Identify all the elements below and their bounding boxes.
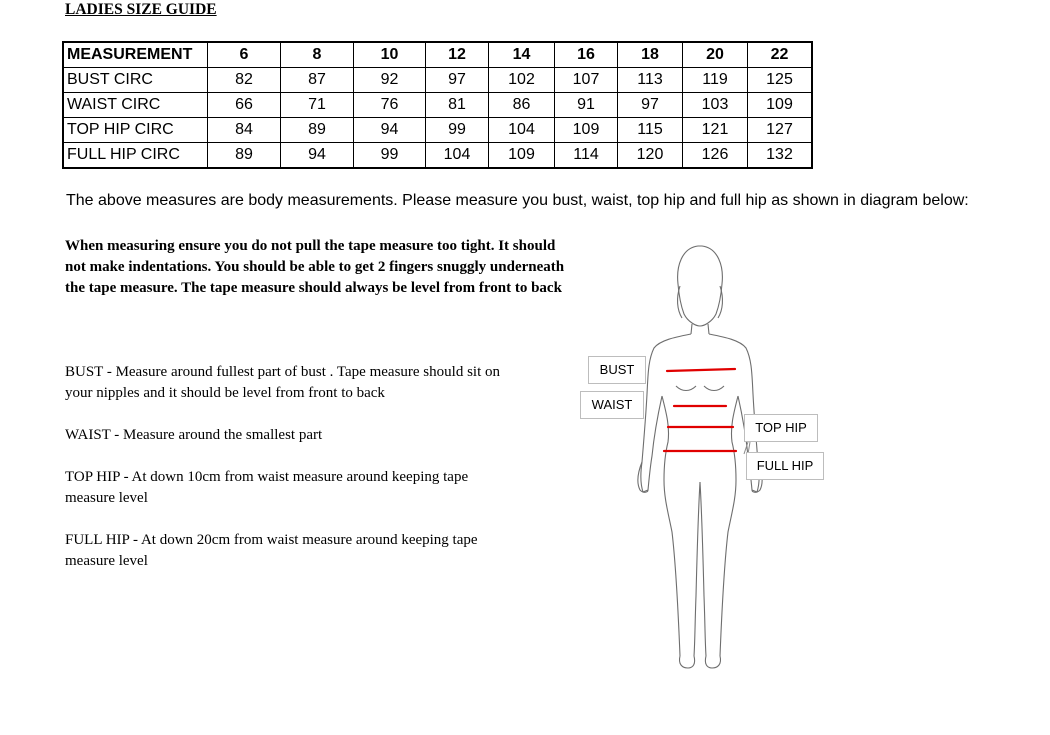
header-cell: 10	[354, 42, 426, 68]
header-cell: 8	[281, 42, 354, 68]
page-title: LADIES SIZE GUIDE	[65, 1, 217, 18]
table-cell: 81	[426, 93, 489, 118]
table-cell: 103	[683, 93, 748, 118]
step-bust: BUST - Measure around fullest part of bust . Tape measure should sit on your nipples and it should be level from front to back	[65, 364, 500, 401]
table-cell: 126	[683, 143, 748, 169]
table-row	[63, 93, 812, 118]
full-hip-label: FULL HIP	[746, 452, 824, 480]
step-full-hip: FULL HIP - At down 20cm from waist measure around keeping tape measure level	[65, 532, 478, 569]
row-label: WAIST CIRC	[63, 93, 208, 118]
table-cell: 99	[426, 118, 489, 143]
table-cell: 107	[555, 68, 618, 93]
top-hip-label: TOP HIP	[744, 414, 818, 442]
table-cell: 99	[354, 143, 426, 169]
table-cell: 114	[555, 143, 618, 169]
header-cell: 18	[618, 42, 683, 68]
table-cell: 119	[683, 68, 748, 93]
row-label: TOP HIP CIRC	[63, 118, 208, 143]
body-measurement-note: The above measures are body measurements. Please measure you bust, waist, top hip and full hip as shown in diagram below:	[66, 192, 969, 209]
header-cell: 12	[426, 42, 489, 68]
step-top-hip: TOP HIP - At down 10cm from waist measure around keeping tape measure level	[65, 469, 469, 506]
table-cell: 97	[618, 93, 683, 118]
bust-label: BUST	[588, 356, 646, 384]
waist-label: WAIST	[580, 391, 644, 419]
size-table	[62, 41, 813, 169]
body-diagram	[578, 236, 838, 676]
header-cell: MEASUREMENT	[63, 42, 208, 68]
table-cell: 87	[281, 68, 354, 93]
tape-tip-paragraph: When measuring ensure you do not pull the tape measure too tight. It should not make indentations. You should be able to get 2 fingers snuggly underneath the tape measure. The tape measure should always be level from front to back	[65, 238, 565, 296]
table-row	[63, 68, 812, 93]
table-cell: 94	[281, 143, 354, 169]
table-cell: 109	[748, 93, 813, 118]
table-cell: 125	[748, 68, 813, 93]
table-cell: 120	[618, 143, 683, 169]
table-row	[63, 143, 812, 169]
table-header-row	[63, 42, 812, 68]
header-cell: 16	[555, 42, 618, 68]
table-cell: 115	[618, 118, 683, 143]
table-cell: 84	[208, 118, 281, 143]
table-cell: 121	[683, 118, 748, 143]
table-cell: 94	[354, 118, 426, 143]
table-cell: 92	[354, 68, 426, 93]
table-cell: 71	[281, 93, 354, 118]
table-cell: 91	[555, 93, 618, 118]
header-cell: 22	[748, 42, 813, 68]
header-cell: 20	[683, 42, 748, 68]
table-cell: 82	[208, 68, 281, 93]
table-cell: 113	[618, 68, 683, 93]
row-label: BUST CIRC	[63, 68, 208, 93]
step-waist: WAIST - Measure around the smallest part	[65, 427, 323, 443]
header-cell: 6	[208, 42, 281, 68]
table-cell: 104	[489, 118, 555, 143]
table-cell: 66	[208, 93, 281, 118]
table-cell: 86	[489, 93, 555, 118]
table-row	[63, 118, 812, 143]
table-cell: 127	[748, 118, 813, 143]
table-cell: 109	[489, 143, 555, 169]
table-cell: 109	[555, 118, 618, 143]
table-cell: 76	[354, 93, 426, 118]
table-cell: 132	[748, 143, 813, 169]
table-cell: 102	[489, 68, 555, 93]
table-cell: 97	[426, 68, 489, 93]
table-cell: 104	[426, 143, 489, 169]
table-cell: 89	[208, 143, 281, 169]
header-cell: 14	[489, 42, 555, 68]
row-label: FULL HIP CIRC	[63, 143, 208, 169]
table-cell: 89	[281, 118, 354, 143]
